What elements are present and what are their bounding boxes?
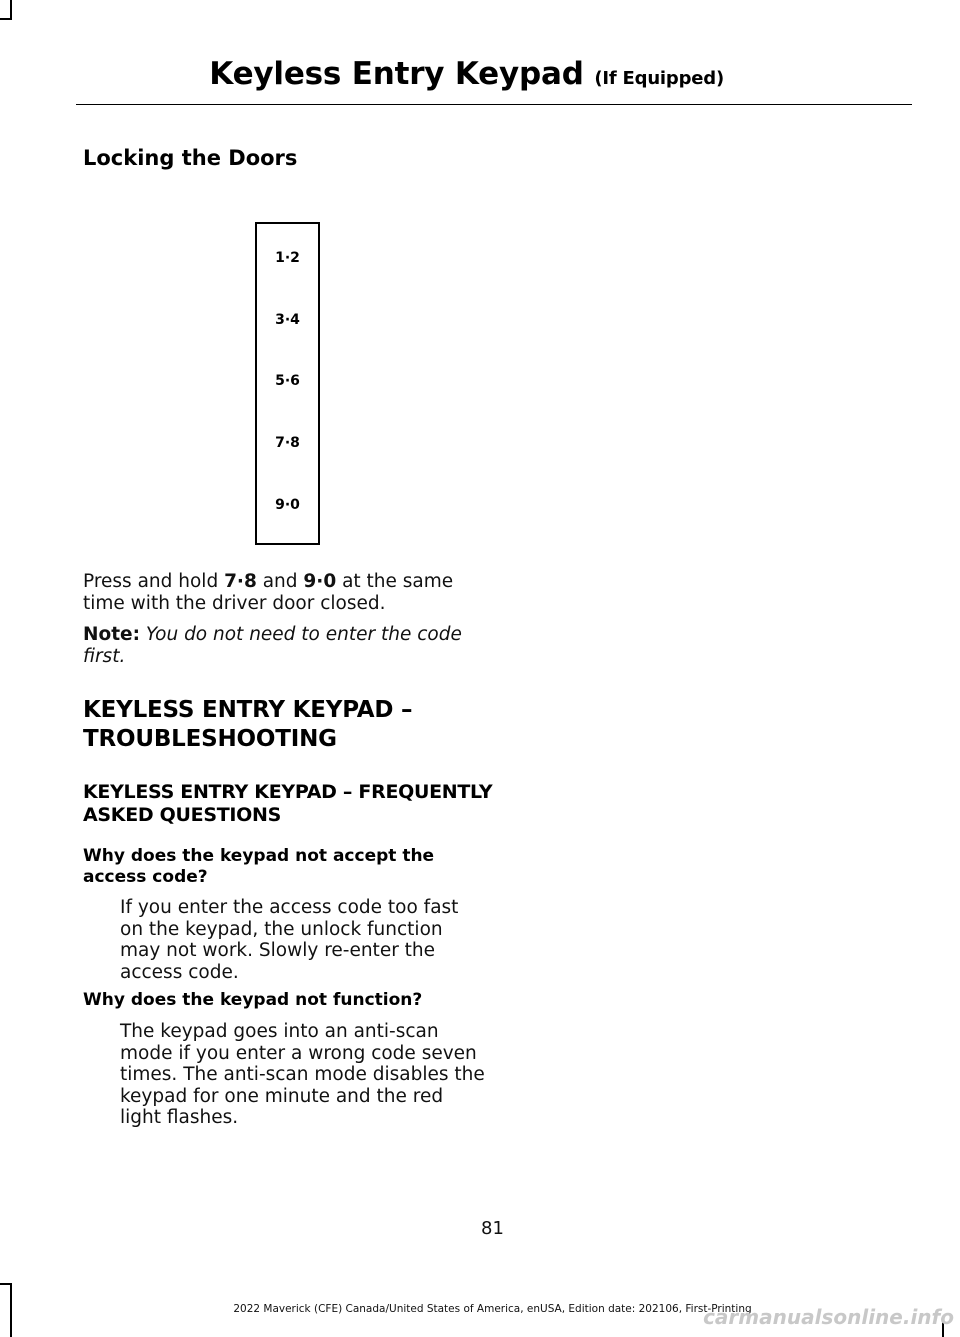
page-number: 81	[481, 1218, 504, 1239]
keypad-key-9-0: 9·0	[275, 497, 300, 513]
page-header-title	[209, 56, 724, 92]
locking-instruction	[83, 571, 483, 615]
crop-mark-top-left-vertical	[10, 0, 12, 20]
keypad-key-3-4: 3·4	[275, 312, 300, 328]
troubleshooting-heading-line2: TROUBLESHOOTING	[83, 726, 337, 752]
instruction-key-a: 7·8	[224, 571, 257, 592]
faq-answer-1: If you enter the access code too fast on the keypad, the unlock function may not work. Slowly re-enter the access code.	[120, 897, 459, 983]
keypad-key-7-8: 7·8	[275, 435, 300, 451]
faq-heading: KEYLESS ENTRY KEYPAD – FREQUENTLY ASKED QUESTIONS	[83, 781, 493, 826]
instruction-middle: and	[256, 571, 304, 592]
faq-question-1: Why does the keypad not accept the access code?	[83, 846, 435, 887]
keypad-illustration	[255, 222, 320, 545]
header-title-suffix: (If Equipped)	[594, 68, 724, 89]
crop-mark-bottom-left-horizontal	[0, 1283, 12, 1285]
section-heading: Locking the Doors	[83, 146, 298, 170]
note	[83, 624, 483, 668]
note-text: You do not need to enter the code first.	[83, 624, 462, 667]
instruction-suffix: at the same time with the driver door closed.	[83, 571, 454, 614]
header-title-text: Keyless Entry Keypad	[209, 56, 584, 92]
footer-edition-info: 2022 Maverick (CFE) Canada/United States of America, enUSA, Edition date: 202106, First-Printing	[233, 1303, 752, 1315]
watermark: carmanualsonline.info	[703, 1305, 954, 1329]
note-label: Note:	[83, 624, 140, 645]
faq-answer-2: The keypad goes into an anti-scan mode if you enter a wrong code seven times. The anti-scan mode disables the keypad for one minute and the red light flashes.	[120, 1021, 485, 1128]
crop-mark-top-left-horizontal	[0, 18, 12, 20]
troubleshooting-heading-line1: KEYLESS ENTRY KEYPAD –	[83, 697, 413, 723]
keypad-key-5-6: 5·6	[275, 373, 300, 389]
header-divider	[76, 104, 912, 105]
faq-question-2: Why does the keypad not function?	[83, 990, 423, 1010]
instruction-prefix: Press and hold	[83, 571, 225, 592]
keypad-key-1-2: 1·2	[275, 250, 300, 266]
instruction-key-b: 9·0	[303, 571, 337, 592]
